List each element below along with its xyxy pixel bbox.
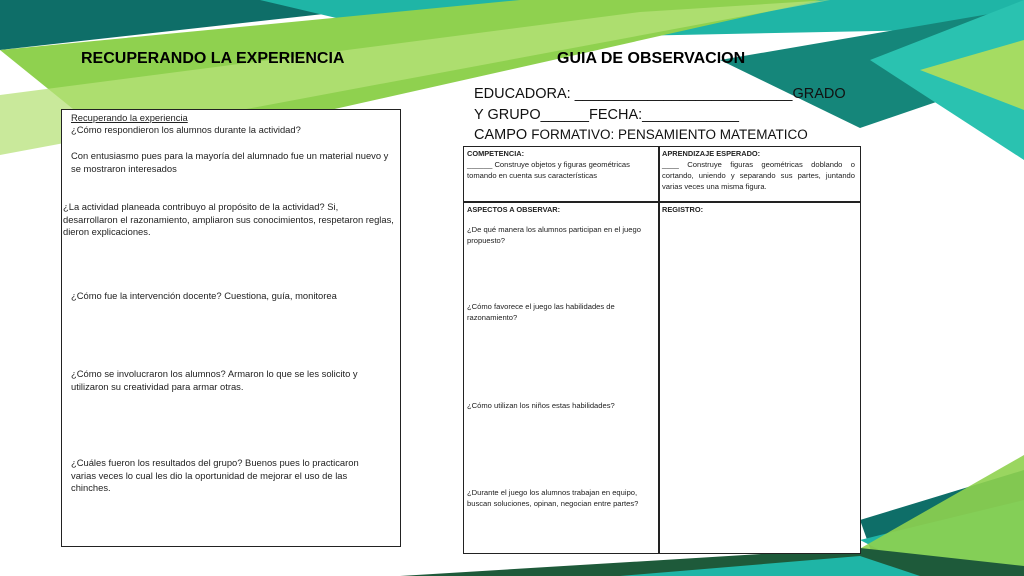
aspectos-label: ASPECTOS A OBSERVAR: xyxy=(467,205,561,214)
experience-q2: ¿La actividad planeada contribuyo al propósito de la actividad? Si, desarrollaron el razonamiento, ampliaron sus conocimientos, respetaron reglas, dieron explicaciones. xyxy=(63,201,394,237)
table-row-divider xyxy=(464,201,860,203)
experience-heading: Recuperando la experiencia xyxy=(71,112,188,123)
title-guia: GUIA DE OBSERVACION xyxy=(557,50,746,67)
cell-competencia xyxy=(467,148,653,181)
table-column-divider xyxy=(658,147,660,553)
aspecto-1: ¿De qué manera los alumnos participan en el juego propuesto? xyxy=(467,225,641,245)
aspecto-4: ¿Durante el juego los alumnos trabajan en equipo, buscan soluciones, opinan, negocian entre partes? xyxy=(467,488,639,508)
educadora-line: EDUCADORA: ___________________________GRADO xyxy=(474,86,846,102)
registro-label: REGISTRO: xyxy=(662,205,704,214)
observation-table xyxy=(463,146,861,554)
experience-box xyxy=(61,109,401,547)
aspecto-3: ¿Cómo utilizan los niños estas habilidades? xyxy=(467,401,615,410)
experience-q3: ¿Cómo fue la intervención docente? Cuestiona, guía, monitorea xyxy=(71,290,337,301)
experience-q1: ¿Cómo respondieron los alumnos durante la actividad? xyxy=(71,124,301,135)
experience-q4: ¿Cómo se involucraron los alumnos? Armaron lo que se les solicito y utilizaron su creatividad para armar otras. xyxy=(71,368,358,392)
grupo-fecha-line: Y GRUPO______FECHA:____________ xyxy=(474,107,739,123)
competencia-text: ______ Construye objetos y figuras geométricas tomando en cuenta sus características xyxy=(467,160,630,180)
cell-aprendizaje xyxy=(662,148,855,192)
experience-a1: Con entusiasmo pues para la mayoría del alumnado fue un material nuevo y se mostraron interesados xyxy=(71,150,389,174)
aspecto-2: ¿Cómo favorece el juego las habilidades de razonamiento? xyxy=(467,302,615,322)
campo-label: CAMPO xyxy=(474,127,528,143)
aprendizaje-text: ____ Construye figuras geométricas doblando o cortando, uniendo y separando sus partes, juntando varias veces una misma figura. xyxy=(662,160,855,191)
campo-formativo-line xyxy=(474,127,808,143)
campo-value: FORMATIVO: PENSAMIENTO MATEMATICO xyxy=(531,127,808,142)
competencia-label: COMPETENCIA: xyxy=(467,149,525,158)
aprendizaje-label: APRENDIZAJE ESPERADO: xyxy=(662,149,761,158)
title-recuperando: RECUPERANDO LA EXPERIENCIA xyxy=(81,50,345,67)
experience-q5: ¿Cuáles fueron los resultados del grupo? Buenos pues lo practicaron varias veces lo cual les dio la oportunidad de mejorar el uso de las chinches. xyxy=(71,457,359,493)
